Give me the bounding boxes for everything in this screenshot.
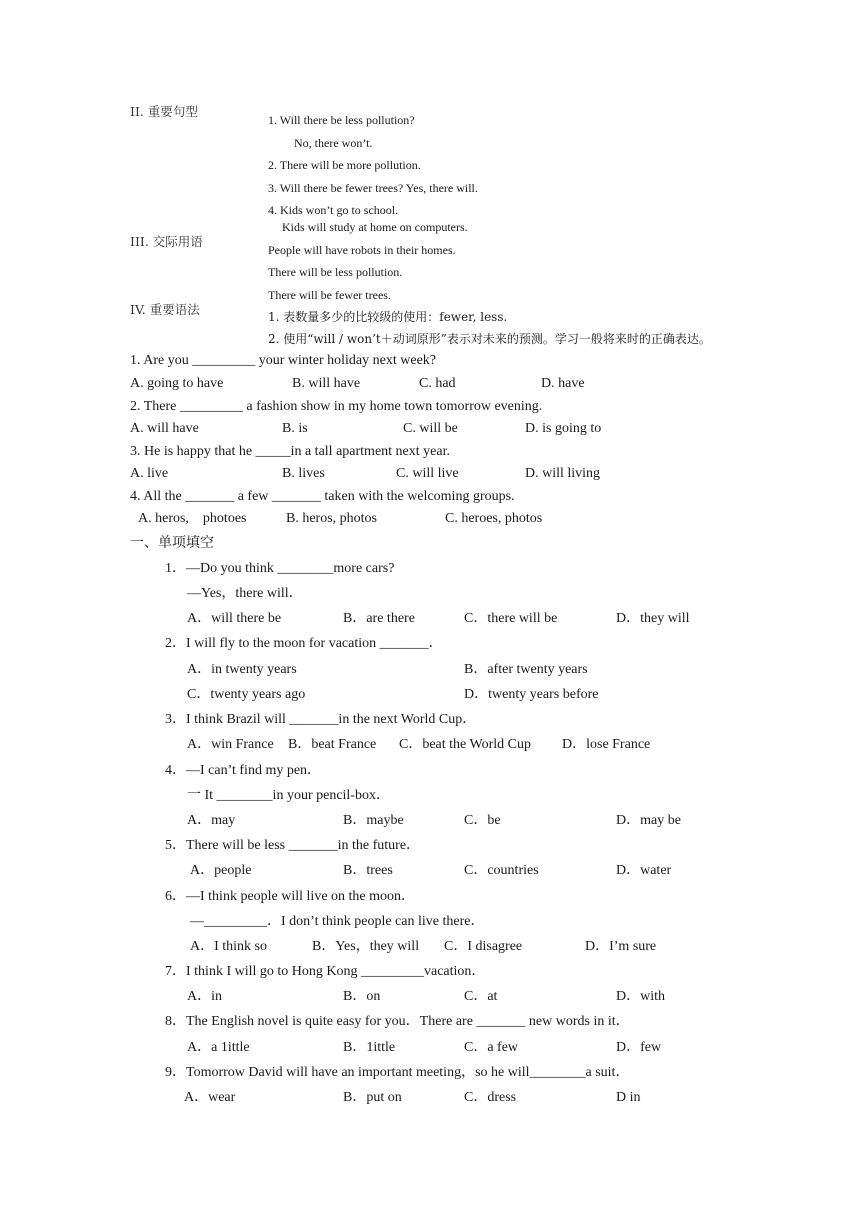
section-ii-label: II. 重要句型	[130, 104, 198, 119]
option: C．twenty years ago	[187, 687, 306, 702]
option: A．win France	[187, 737, 274, 752]
option: B．1ittle	[343, 1040, 396, 1055]
option: A．wear	[184, 1090, 236, 1105]
warmup-question: 1. Are you _________ your winter holiday next week?	[130, 353, 436, 368]
option: A. heros, photoes	[138, 511, 247, 526]
option: B．put on	[343, 1090, 402, 1105]
option: B．Yes，they will	[312, 939, 420, 954]
section-iii-label: III. 交际用语	[130, 234, 203, 249]
option: A．I think so	[190, 939, 267, 954]
option: B．beat France	[288, 737, 377, 752]
option: B．on	[343, 989, 381, 1004]
option: A．in	[187, 989, 222, 1004]
pattern-line: People will have robots in their homes.	[268, 243, 456, 257]
option: C. heroes, photos	[445, 511, 543, 526]
option: D. will living	[525, 466, 601, 481]
option: D．lose France	[562, 737, 651, 752]
warmup-question: 4. All the _______ a few _______ taken with the welcoming groups.	[130, 489, 515, 504]
option: B. is	[282, 421, 308, 436]
option: A．in twenty years	[187, 662, 297, 677]
pattern-line: 1. Will there be less pollution?	[268, 113, 415, 127]
option: A. will have	[130, 421, 199, 436]
option: C．a few	[464, 1040, 519, 1055]
warmup-question: 3. He is happy that he _____in a tall apartment next year.	[130, 444, 450, 459]
option: C．countries	[464, 863, 539, 878]
option: D in	[616, 1090, 641, 1105]
option: B．trees	[343, 863, 393, 878]
option: C. will be	[403, 421, 458, 436]
question: 4．—I can’t find my pen．	[165, 763, 322, 778]
option: C．I disagree	[444, 939, 523, 954]
option: D．few	[616, 1040, 662, 1055]
pattern-line: 4. Kids won’t go to school.	[268, 203, 399, 217]
pattern-line: 3. Will there be fewer trees? Yes, there will.	[268, 181, 478, 195]
option: D．twenty years before	[464, 687, 599, 702]
option: C．be	[464, 813, 501, 828]
option: A. going to have	[130, 376, 224, 391]
question: 8．The English novel is quite easy for you．There are _______ new words in it．	[165, 1014, 630, 1029]
question-reply: —_________．I don’t think people can live there．	[190, 914, 485, 929]
option: A. live	[130, 466, 169, 481]
option: D．may be	[616, 813, 681, 828]
option: C．beat the World Cup	[399, 737, 531, 752]
option: D．I’m sure	[585, 939, 657, 954]
option: D. have	[541, 376, 585, 391]
warmup-question: 2. There _________ a fashion show in my home town tomorrow evening.	[130, 399, 543, 414]
option: A．will there be	[187, 611, 282, 626]
option: D．with	[616, 989, 665, 1004]
option: C．at	[464, 989, 498, 1004]
question: 6．—I think people will live on the moon．	[165, 889, 416, 904]
pattern-line: 2. There will be more pollution.	[268, 158, 421, 172]
option: B. lives	[282, 466, 325, 481]
option: C. had	[419, 376, 456, 391]
option: D．they will	[616, 611, 690, 626]
option: B．maybe	[343, 813, 404, 828]
question-reply: —Yes，there will．	[187, 586, 303, 601]
question: 1．—Do you think ________more cars?	[165, 561, 395, 576]
question: 9．Tomorrow David will have an important meeting，so he will________a suit．	[165, 1065, 630, 1080]
option: D．water	[616, 863, 672, 878]
option: A．a 1ittle	[187, 1040, 250, 1055]
pattern-line: There will be less pollution.	[268, 265, 403, 279]
question: 7．I think I will go to Hong Kong _________vacation．	[165, 964, 486, 979]
option: B. heros, photos	[286, 511, 377, 526]
option: A．may	[187, 813, 236, 828]
section-iv-label: IV. 重要语法	[130, 302, 200, 317]
pattern-line: Kids will study at home on computers.	[282, 220, 468, 234]
option: A．people	[190, 863, 252, 878]
option: D. is going to	[525, 421, 602, 436]
part1-heading: 一、单项填空	[130, 535, 214, 551]
question: 5．There will be less _______in the future．	[165, 838, 421, 853]
option: B．are there	[343, 611, 415, 626]
option: C．dress	[464, 1090, 517, 1105]
option: B．after twenty years	[464, 662, 588, 677]
pattern-line: No, there won’t.	[294, 136, 373, 150]
option: B. will have	[292, 376, 361, 391]
question-reply: 一 It ________in your pencil-box．	[187, 788, 390, 803]
grammar-line: 2. 使用“will / won’t＋动词原形”表示对未来的预测。学习一般将来时的正确表达。	[268, 332, 711, 346]
option: C．there will be	[464, 611, 558, 626]
pattern-line: There will be fewer trees.	[268, 288, 391, 302]
option: C. will live	[396, 466, 459, 481]
grammar-line: 1. 表数量多少的比较级的使用：fewer, less.	[268, 310, 508, 324]
question: 2．I will fly to the moon for vacation _______．	[165, 636, 443, 651]
question: 3．I think Brazil will _______in the next World Cup．	[165, 712, 477, 727]
